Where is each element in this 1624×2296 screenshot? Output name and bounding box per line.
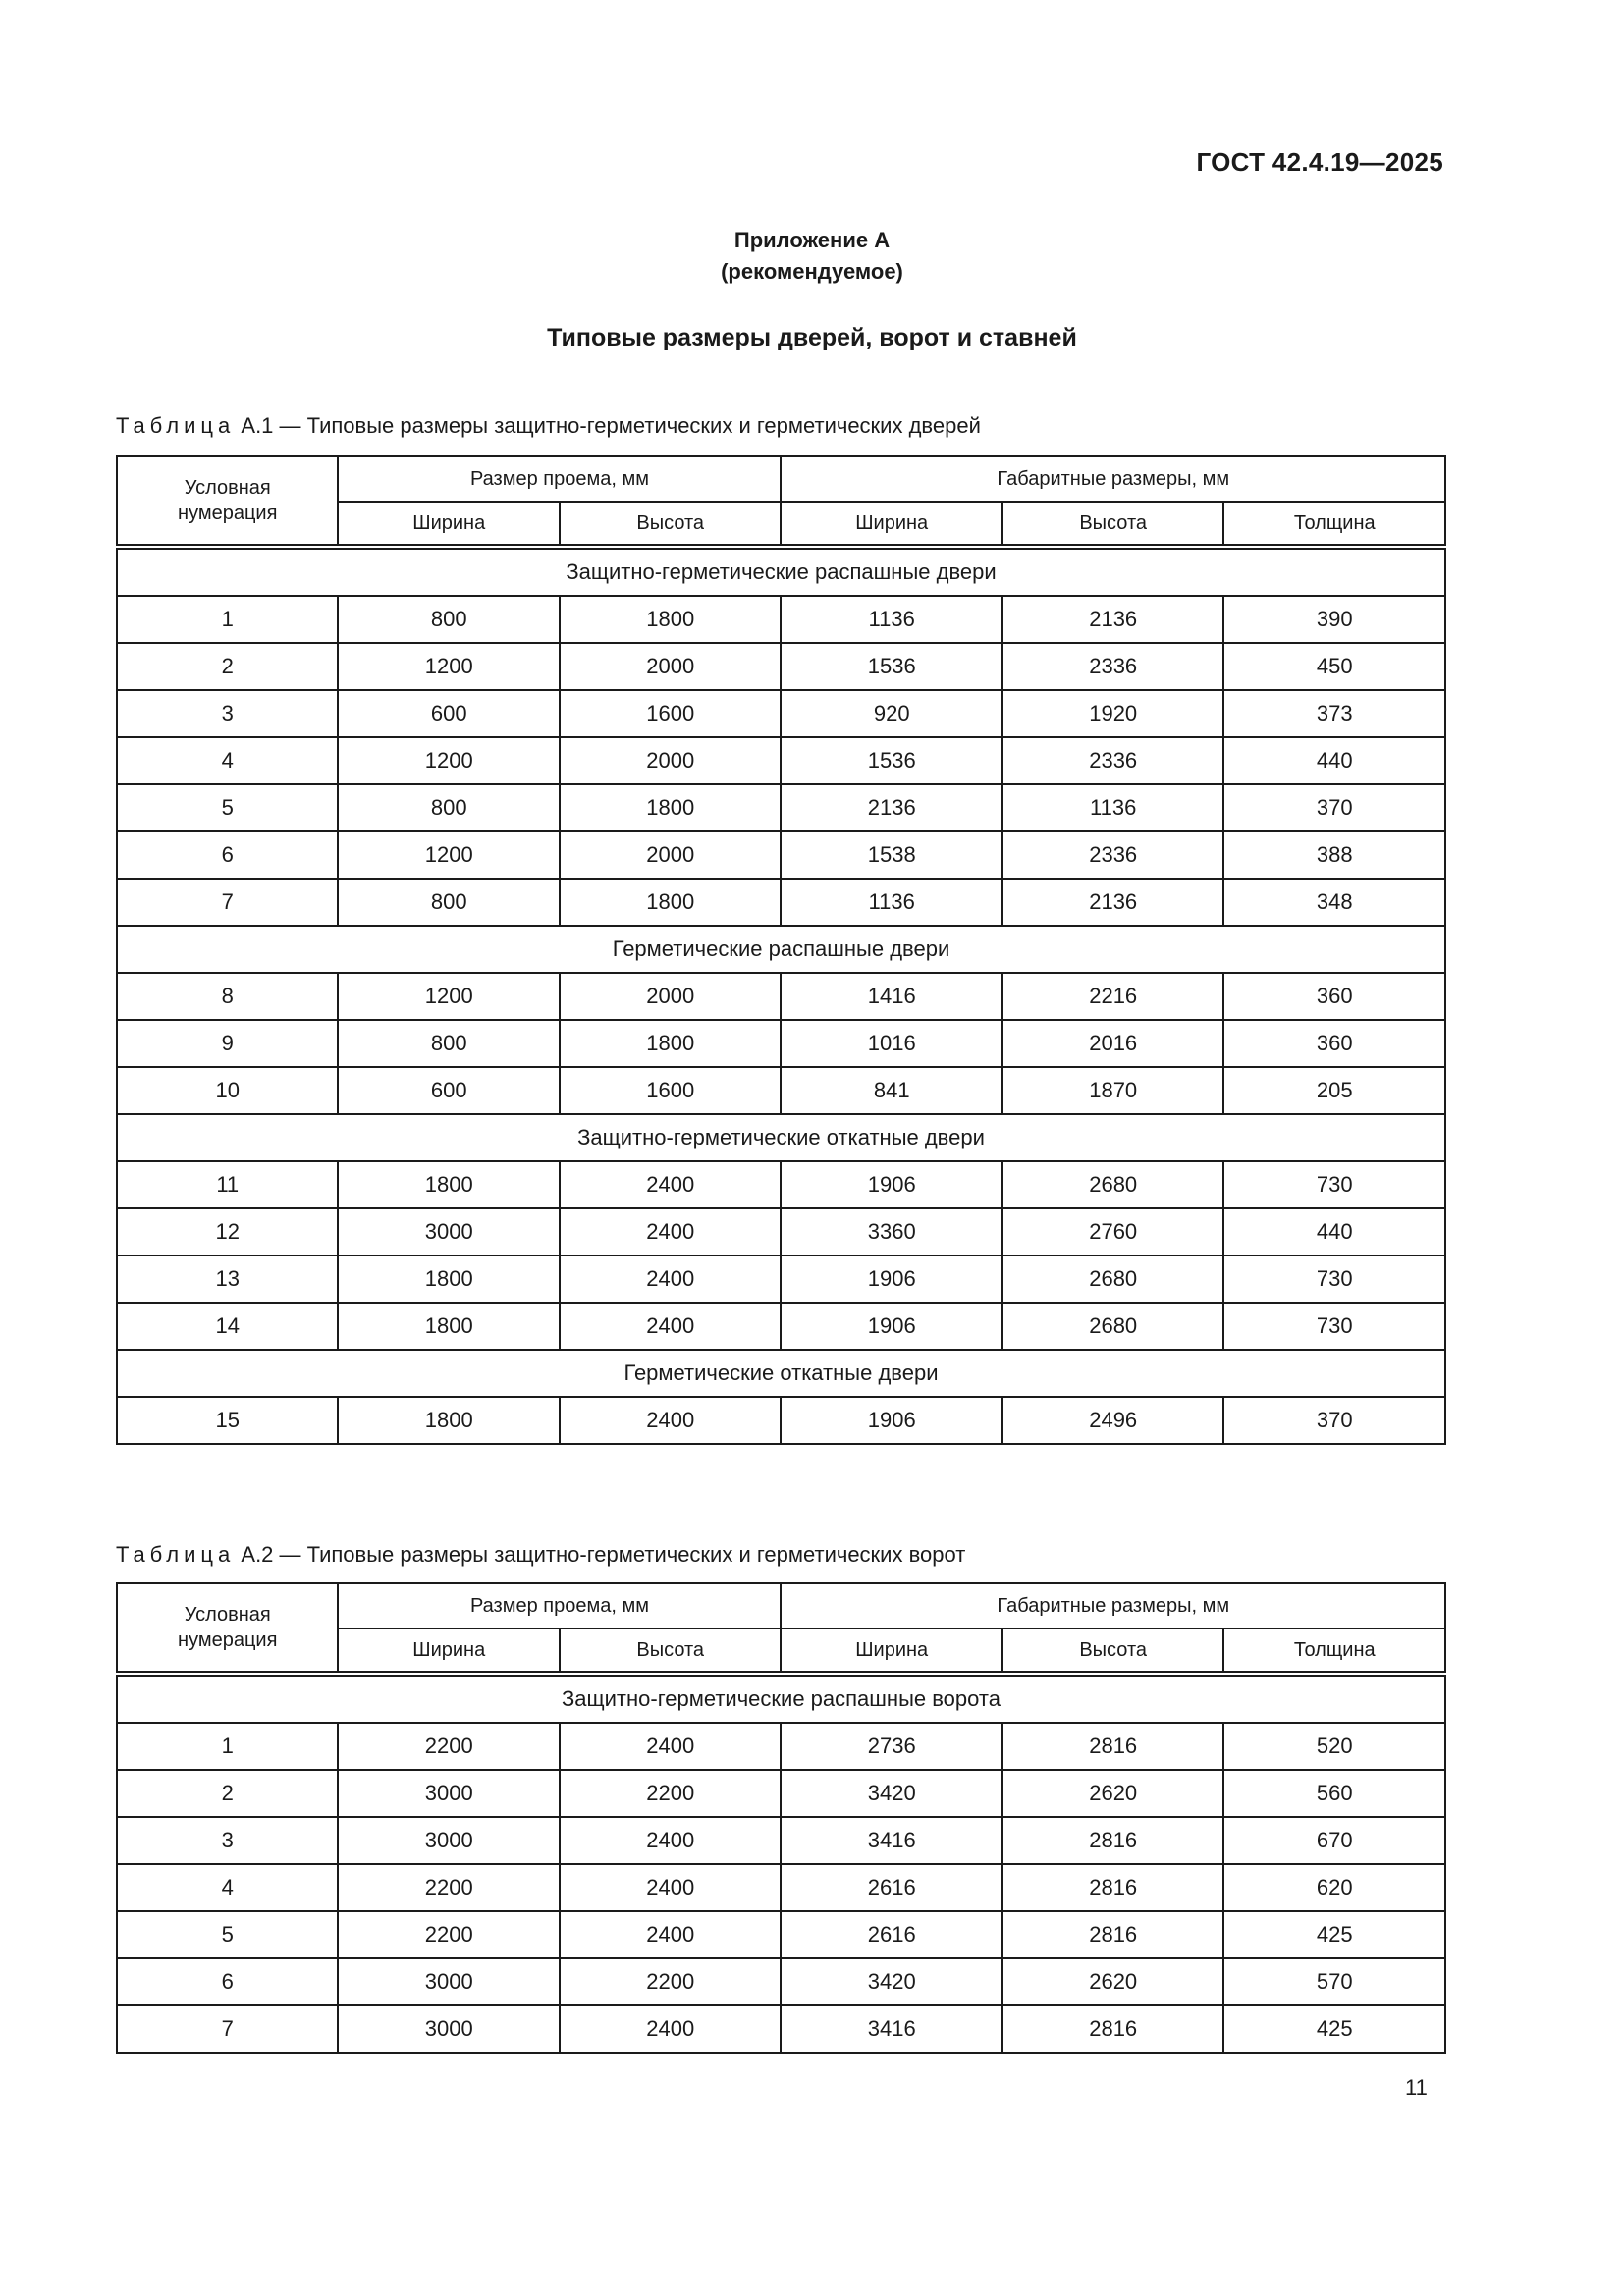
appendix-title: Приложение А [733, 228, 891, 252]
header-overall-thickness: Толщина [1223, 1629, 1445, 1674]
table-cell: 1920 [1002, 690, 1223, 737]
table-cell: 2200 [338, 1911, 559, 1958]
table-cell: 3000 [338, 1770, 559, 1817]
table-cell: 390 [1223, 596, 1445, 643]
table-cell: 1800 [338, 1397, 559, 1444]
table-row [117, 1397, 1445, 1444]
table-cell: 2400 [560, 1255, 782, 1303]
section-title: Типовые размеры дверей, ворот и ставней [547, 324, 1077, 351]
header-numbering [117, 456, 338, 547]
table-cell: 1136 [781, 879, 1001, 926]
table-cell: 2016 [1002, 1020, 1223, 1067]
table-cell: 4 [117, 737, 338, 784]
table-cell: 3420 [781, 1770, 1001, 1817]
table-row [117, 1208, 1445, 1255]
table-cell: 800 [338, 596, 559, 643]
table-cell: 3360 [781, 1208, 1001, 1255]
table-row [117, 831, 1445, 879]
page-number: 11 [1405, 2075, 1428, 2100]
table-cell: 3416 [781, 1817, 1001, 1864]
table-row [117, 737, 1445, 784]
group-row [117, 1350, 1445, 1397]
table-cell: 2200 [560, 1958, 782, 2005]
table-cell: 3000 [338, 1817, 559, 1864]
table-cell: 2816 [1002, 2005, 1223, 2053]
caption-label: Таблица [116, 413, 236, 438]
table-cell: 520 [1223, 1723, 1445, 1770]
table-cell: 2400 [560, 1161, 782, 1208]
table-cell: 1416 [781, 973, 1001, 1020]
table-cell: 10 [117, 1067, 338, 1114]
table-cell: 2400 [560, 1303, 782, 1350]
table-cell: 600 [338, 1067, 559, 1114]
table-cell: 2736 [781, 1723, 1001, 1770]
table-row [117, 1911, 1445, 1958]
header-numbering [117, 1583, 338, 1674]
table-row [117, 1020, 1445, 1067]
table-cell: 1800 [338, 1303, 559, 1350]
table-cell: 1200 [338, 831, 559, 879]
table-cell: 1870 [1002, 1067, 1223, 1114]
table-cell: 1 [117, 596, 338, 643]
table-row [117, 879, 1445, 926]
header-opening-height: Высота [560, 502, 782, 547]
table-cell: 205 [1223, 1067, 1445, 1114]
table-cell: 1800 [560, 879, 782, 926]
table-cell: 5 [117, 1911, 338, 1958]
header-overall-size: Габаритные размеры, мм [781, 1583, 1445, 1629]
table-cell: 2616 [781, 1864, 1001, 1911]
table-cell: 2680 [1002, 1161, 1223, 1208]
header-overall-thickness: Толщина [1223, 502, 1445, 547]
table-cell: 841 [781, 1067, 1001, 1114]
table-cell: 2136 [1002, 596, 1223, 643]
table-row [117, 643, 1445, 690]
header-numbering-line2: нумерация [178, 1629, 278, 1651]
table-cell: 3000 [338, 1958, 559, 2005]
group-row [117, 1674, 1445, 1723]
table-cell: 2200 [560, 1770, 782, 1817]
table-cell: 1536 [781, 643, 1001, 690]
table-cell: 2216 [1002, 973, 1223, 1020]
table-cell: 2760 [1002, 1208, 1223, 1255]
header-overall-width: Ширина [781, 502, 1001, 547]
table-cell: 1906 [781, 1255, 1001, 1303]
table-cell: 2400 [560, 1817, 782, 1864]
table-row [117, 784, 1445, 831]
table-cell: 600 [338, 690, 559, 737]
table-cell: 7 [117, 879, 338, 926]
table-row [117, 973, 1445, 1020]
table-cell: 570 [1223, 1958, 1445, 2005]
table-cell: 2400 [560, 1864, 782, 1911]
table-cell: 1800 [338, 1161, 559, 1208]
table-row [117, 1303, 1445, 1350]
table-cell: 2816 [1002, 1723, 1223, 1770]
table-row [117, 1770, 1445, 1817]
document-code: ГОСТ 42.4.19—2025 [1196, 147, 1443, 177]
table-cell: 1906 [781, 1397, 1001, 1444]
table-a2-caption [116, 1542, 965, 1568]
table-cell: 2400 [560, 1723, 782, 1770]
table-cell: 15 [117, 1397, 338, 1444]
table-cell: 360 [1223, 973, 1445, 1020]
table-cell: 2 [117, 1770, 338, 1817]
table-cell: 3000 [338, 1208, 559, 1255]
table-cell: 373 [1223, 690, 1445, 737]
table-row [117, 1958, 1445, 2005]
table-cell: 2000 [560, 643, 782, 690]
table-cell: 5 [117, 784, 338, 831]
table-cell: 1800 [338, 1255, 559, 1303]
header-numbering-line1: Условная [184, 1604, 271, 1626]
group-title: Защитно-герметические распашные ворота [117, 1674, 1445, 1723]
table-cell: 800 [338, 784, 559, 831]
header-overall-height: Высота [1002, 502, 1223, 547]
table-a1 [116, 455, 1446, 1445]
table-cell: 370 [1223, 1397, 1445, 1444]
table-cell: 2336 [1002, 643, 1223, 690]
table-cell: 1800 [560, 784, 782, 831]
group-row [117, 1114, 1445, 1161]
header-row [117, 456, 1445, 502]
group-title: Защитно-герметические распашные двери [117, 547, 1445, 596]
table-cell: 2000 [560, 831, 782, 879]
table-cell: 800 [338, 879, 559, 926]
table-cell: 1600 [560, 690, 782, 737]
table-cell: 2336 [1002, 831, 1223, 879]
table-cell: 730 [1223, 1255, 1445, 1303]
header-opening-size: Размер проема, мм [338, 1583, 781, 1629]
table-row [117, 596, 1445, 643]
table-cell: 2200 [338, 1723, 559, 1770]
group-row [117, 547, 1445, 596]
caption-text: А.1 — Типовые размеры защитно-герметических и герметических дверей [241, 413, 981, 438]
group-title: Герметические откатные двери [117, 1350, 1445, 1397]
table-row [117, 1817, 1445, 1864]
table-cell: 348 [1223, 879, 1445, 926]
table-a1-caption [116, 413, 981, 439]
table-cell: 14 [117, 1303, 338, 1350]
table-cell: 2620 [1002, 1958, 1223, 2005]
table-cell: 440 [1223, 737, 1445, 784]
group-row [117, 926, 1445, 973]
table-cell: 3 [117, 1817, 338, 1864]
table-cell: 1536 [781, 737, 1001, 784]
table-row [117, 690, 1445, 737]
table-cell: 2680 [1002, 1303, 1223, 1350]
table-cell: 2336 [1002, 737, 1223, 784]
table-cell: 370 [1223, 784, 1445, 831]
header-overall-width: Ширина [781, 1629, 1001, 1674]
table-cell: 2616 [781, 1911, 1001, 1958]
table-cell: 425 [1223, 1911, 1445, 1958]
table-cell: 425 [1223, 2005, 1445, 2053]
table-cell: 2400 [560, 2005, 782, 2053]
header-opening-width: Ширина [338, 1629, 559, 1674]
header-row [117, 1583, 1445, 1629]
table-row [117, 2005, 1445, 2053]
caption-text: А.2 — Типовые размеры защитно-герметических и герметических ворот [241, 1542, 966, 1567]
table-cell: 560 [1223, 1770, 1445, 1817]
table-cell: 620 [1223, 1864, 1445, 1911]
header-overall-height: Высота [1002, 1629, 1223, 1674]
table-cell: 9 [117, 1020, 338, 1067]
table-cell: 2 [117, 643, 338, 690]
header-overall-size: Габаритные размеры, мм [781, 456, 1445, 502]
table-cell: 2816 [1002, 1911, 1223, 1958]
table-cell: 1 [117, 1723, 338, 1770]
table-cell: 1906 [781, 1303, 1001, 1350]
table-cell: 1200 [338, 973, 559, 1020]
table-row [117, 1255, 1445, 1303]
table-cell: 2400 [560, 1208, 782, 1255]
table-cell: 7 [117, 2005, 338, 2053]
table-cell: 2400 [560, 1911, 782, 1958]
table-cell: 6 [117, 831, 338, 879]
table-cell: 1136 [781, 596, 1001, 643]
table-cell: 450 [1223, 643, 1445, 690]
table-cell: 1200 [338, 643, 559, 690]
header-opening-size: Размер проема, мм [338, 456, 781, 502]
header-opening-height: Высота [560, 1629, 782, 1674]
table-cell: 920 [781, 690, 1001, 737]
table-row [117, 1161, 1445, 1208]
table-cell: 1016 [781, 1020, 1001, 1067]
table-cell: 8 [117, 973, 338, 1020]
table-row [117, 1067, 1445, 1114]
table-cell: 730 [1223, 1303, 1445, 1350]
table-cell: 2200 [338, 1864, 559, 1911]
table-a2 [116, 1582, 1446, 2054]
table-cell: 12 [117, 1208, 338, 1255]
table-cell: 1538 [781, 831, 1001, 879]
group-title: Защитно-герметические откатные двери [117, 1114, 1445, 1161]
group-title: Герметические распашные двери [117, 926, 1445, 973]
table-cell: 3 [117, 690, 338, 737]
table-cell: 2000 [560, 737, 782, 784]
table-cell: 2136 [781, 784, 1001, 831]
table-cell: 1800 [560, 596, 782, 643]
table-cell: 2816 [1002, 1817, 1223, 1864]
header-opening-width: Ширина [338, 502, 559, 547]
table-cell: 2400 [560, 1397, 782, 1444]
table-cell: 800 [338, 1020, 559, 1067]
table-cell: 1800 [560, 1020, 782, 1067]
table-row [117, 1864, 1445, 1911]
table-cell: 2816 [1002, 1864, 1223, 1911]
table-cell: 3420 [781, 1958, 1001, 2005]
table-cell: 1200 [338, 737, 559, 784]
table-cell: 6 [117, 1958, 338, 2005]
table-cell: 730 [1223, 1161, 1445, 1208]
appendix-status: (рекомендуемое) [721, 259, 903, 284]
table-cell: 11 [117, 1161, 338, 1208]
table-cell: 388 [1223, 831, 1445, 879]
header-numbering-line1: Условная [184, 477, 271, 499]
caption-label: Таблица [116, 1542, 236, 1567]
table-cell: 2680 [1002, 1255, 1223, 1303]
table-row [117, 1723, 1445, 1770]
table-cell: 360 [1223, 1020, 1445, 1067]
table-cell: 670 [1223, 1817, 1445, 1864]
table-cell: 3000 [338, 2005, 559, 2053]
table-cell: 1136 [1002, 784, 1223, 831]
table-cell: 3416 [781, 2005, 1001, 2053]
table-cell: 1906 [781, 1161, 1001, 1208]
table-cell: 13 [117, 1255, 338, 1303]
table-cell: 2000 [560, 973, 782, 1020]
header-numbering-line2: нумерация [178, 503, 278, 524]
table-cell: 2496 [1002, 1397, 1223, 1444]
table-cell: 2620 [1002, 1770, 1223, 1817]
table-cell: 440 [1223, 1208, 1445, 1255]
table-cell: 4 [117, 1864, 338, 1911]
table-cell: 1600 [560, 1067, 782, 1114]
table-cell: 2136 [1002, 879, 1223, 926]
